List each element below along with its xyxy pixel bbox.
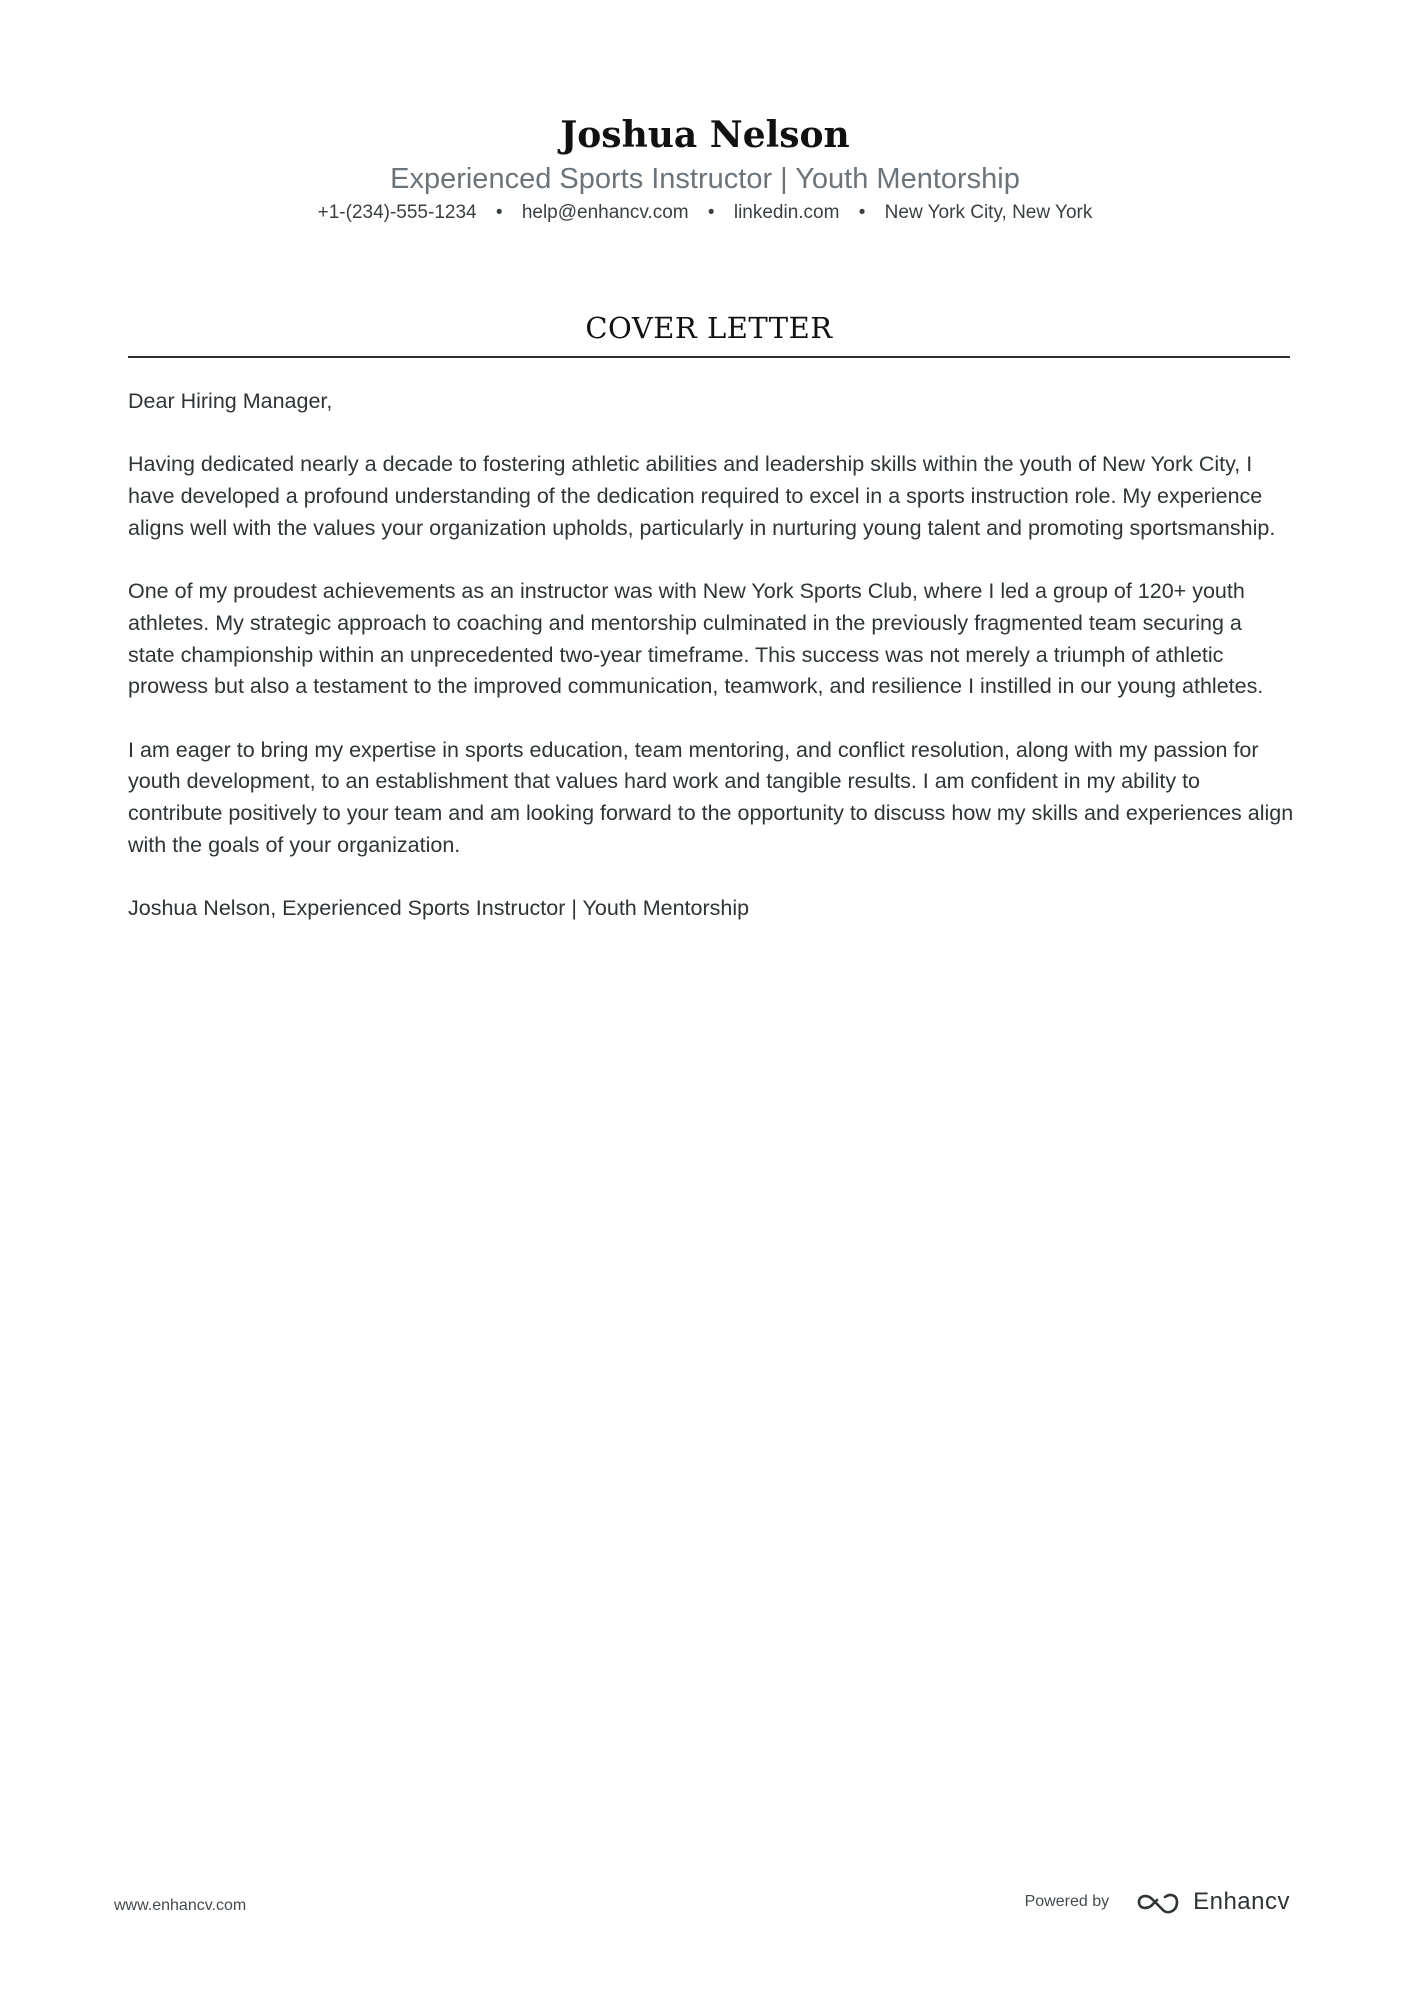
section-title: COVER LETTER (585, 311, 833, 345)
location: New York City, New York (884, 202, 1093, 223)
section-divider (128, 356, 1290, 358)
candidate-title: Experienced Sports Instructor | Youth Mentorship (390, 163, 1020, 195)
brand-logo[interactable] (1135, 1888, 1290, 1916)
letter-paragraph: One of my proudest achievements as an instructor was with New York Sports Club, where I led a group of 120+ youth athletes. My strategic approach to coaching and mentorship culminated in the previously fragmented team securing a state championship within an unprecedented two-year timeframe. This success was not merely a triumph of athletic prowess but also a testament to the improved communication, teamwork, and resilience I instilled in our young athletes. (128, 579, 1264, 699)
letter-signature: Joshua Nelson, Experienced Sports Instructor | Youth Mentorship (128, 896, 750, 921)
letter-paragraph: Having dedicated nearly a decade to fostering athletic abilities and leadership skills within the youth of New York City, I have developed a profound understanding of the dedication required to excel in a sports instruction role. My experience aligns well with the values your organization upholds, particularly in nurturing young talent and promoting sportsmanship. (128, 452, 1276, 540)
enhancv-logo-icon (1135, 1890, 1181, 1914)
contact-separator: • (707, 202, 715, 223)
phone-number: +1-(234)-555-1234 (317, 202, 477, 223)
contact-line (0, 200, 1410, 226)
contact-separator: • (858, 202, 866, 223)
powered-by-label: Powered by (1024, 1893, 1110, 1910)
linkedin-link[interactable]: linkedin.com (733, 202, 840, 223)
footer-website[interactable]: www.enhancv.com (114, 1897, 247, 1914)
brand-name: Enhancv (1193, 1888, 1290, 1915)
contact-separator: • (495, 202, 503, 223)
resume-header (0, 112, 1410, 226)
candidate-name: Joshua Nelson (560, 114, 850, 156)
footer-branding (1025, 1888, 1290, 1916)
letter-paragraph: I am eager to bring my expertise in sports education, team mentoring, and conflict resolution, along with my passion for youth development, to an establishment that values hard work and tangible results. I am confident in my ability to contribute positively to your team and am looking forward to the opportunity to discuss how my skills and experiences align with the goals of your organization. (128, 737, 1294, 857)
letter-body (128, 386, 1294, 957)
letter-greeting: Dear Hiring Manager, (128, 389, 333, 413)
email-address[interactable]: help@enhancv.com (521, 202, 689, 223)
